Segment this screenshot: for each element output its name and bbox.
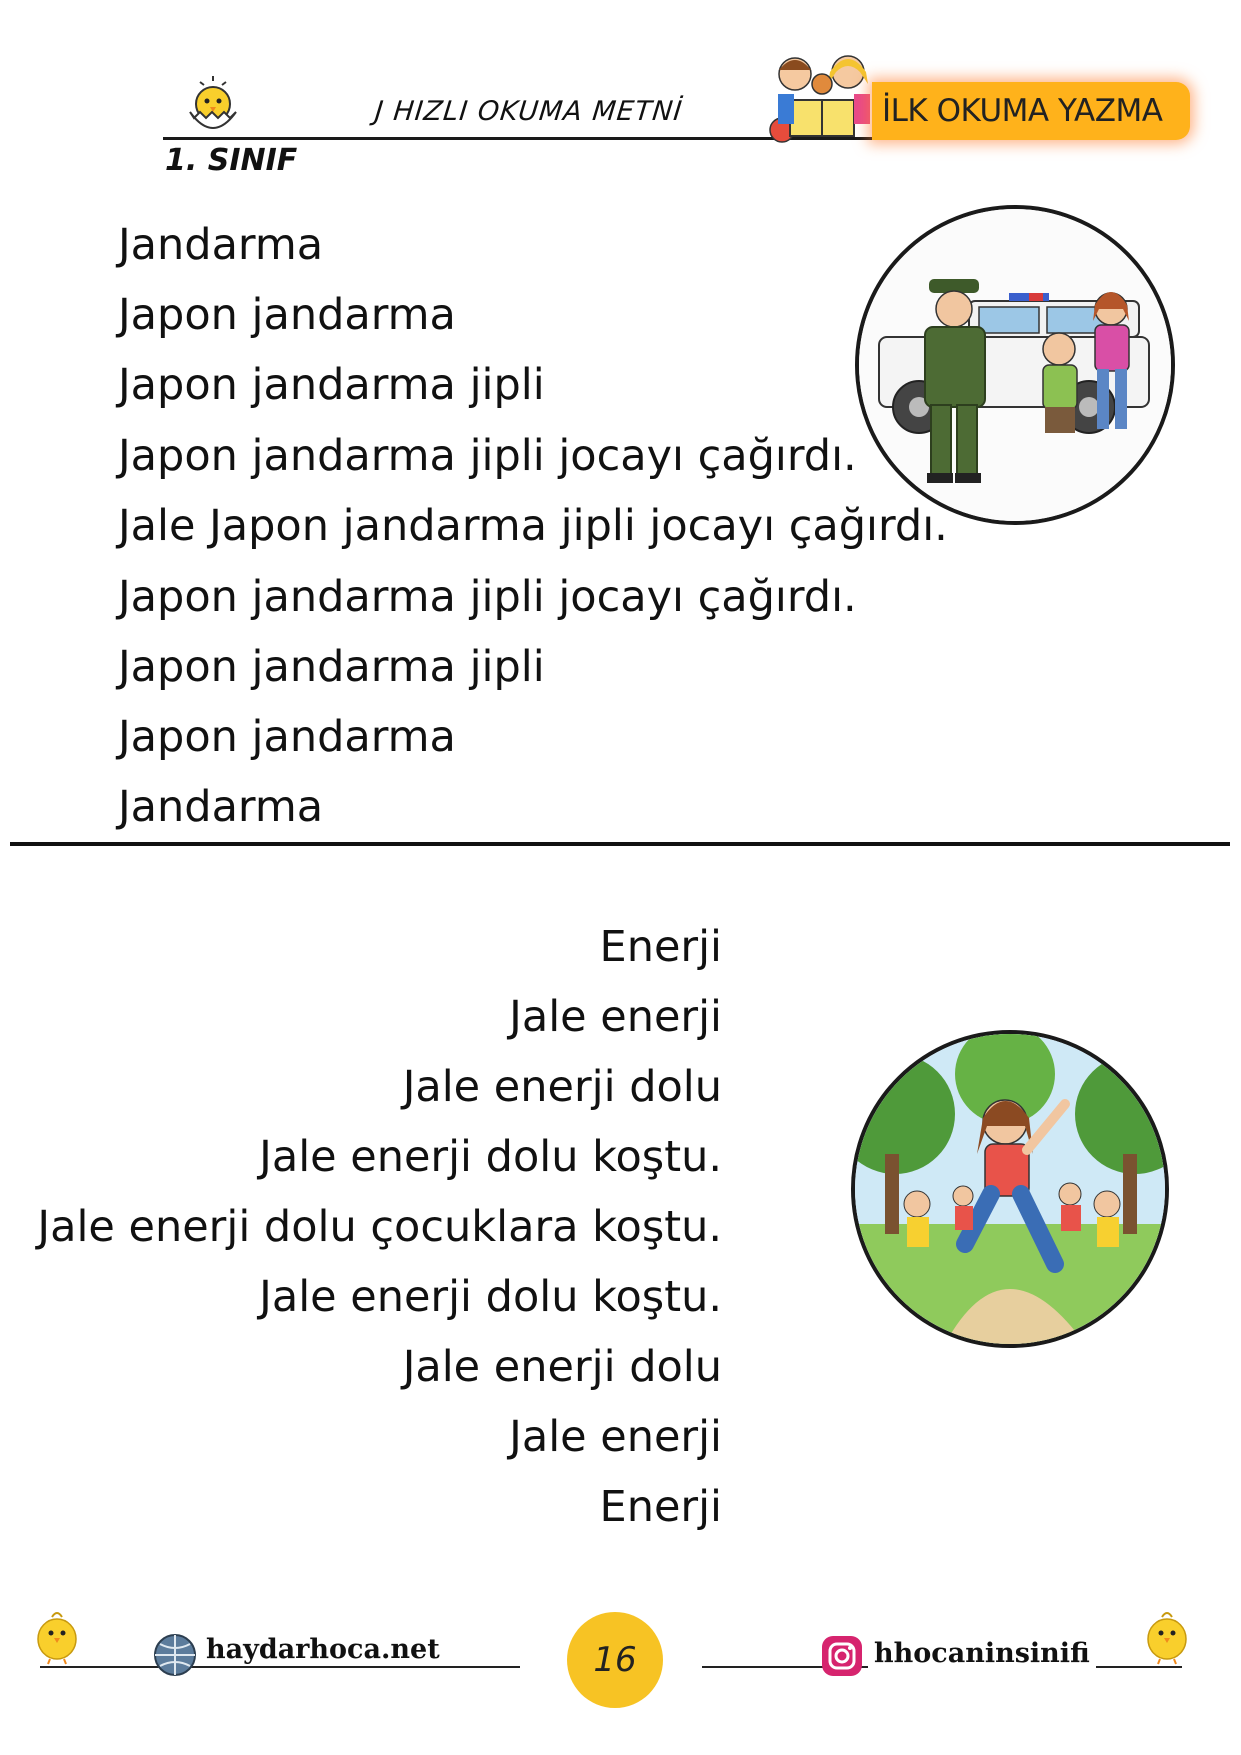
reading-line: Jale enerji [509,992,722,1042]
reading-line: Jale enerji dolu çocuklara koştu. [37,1202,722,1252]
running-in-park-illustration [851,1030,1169,1348]
reading-line: Enerji [599,922,722,972]
page-number-badge [567,1612,663,1708]
header [0,0,1241,178]
reading-line: Japon jandarma jipli jocayı çağırdı. [118,431,857,481]
chick-icon [1140,1605,1194,1665]
reading-line: Japon jandarma [118,712,456,762]
reading-line: Enerji [599,1482,722,1532]
page-number: 16 [593,1640,637,1680]
reading-line: Japon jandarma jipli [118,360,545,410]
reading-line: Jale Japon jandarma jipli jocayı çağırdı. [118,501,948,551]
reading-line: Japon jandarma [118,290,456,340]
reading-line: Jale enerji dolu [402,1342,722,1392]
reading-line: Jale enerji dolu koştu. [259,1132,722,1182]
reading-line: Jandarma [118,782,324,832]
instagram-icon [820,1634,864,1678]
footer-rule-left [40,1666,520,1668]
reading-line: Jale enerji [509,1412,722,1462]
chick-icon [30,1605,84,1665]
grade-label: 1. SINIF [165,143,298,178]
kids-reading-illustration [760,42,880,146]
instagram-handle[interactable]: hhocaninsinifi [868,1638,1096,1669]
hatching-chick-icon [178,74,248,140]
reading-line: Jandarma [118,220,324,270]
gendarme-illustration [855,205,1175,525]
course-badge [872,82,1190,140]
globe-icon [150,1630,200,1680]
section-divider [10,842,1230,846]
website-link[interactable]: haydarhoca.net [200,1634,446,1665]
course-badge-label: İLK OKUMA YAZMA [882,93,1163,129]
reading-line: Jale enerji dolu koştu. [259,1272,722,1322]
worksheet-title: J HIZLI OKUMA METNİ [373,96,685,127]
reading-line: Japon jandarma jipli jocayı çağırdı. [118,572,857,622]
reading-line: Japon jandarma jipli [118,642,545,692]
reading-line: Jale enerji dolu [402,1062,722,1112]
